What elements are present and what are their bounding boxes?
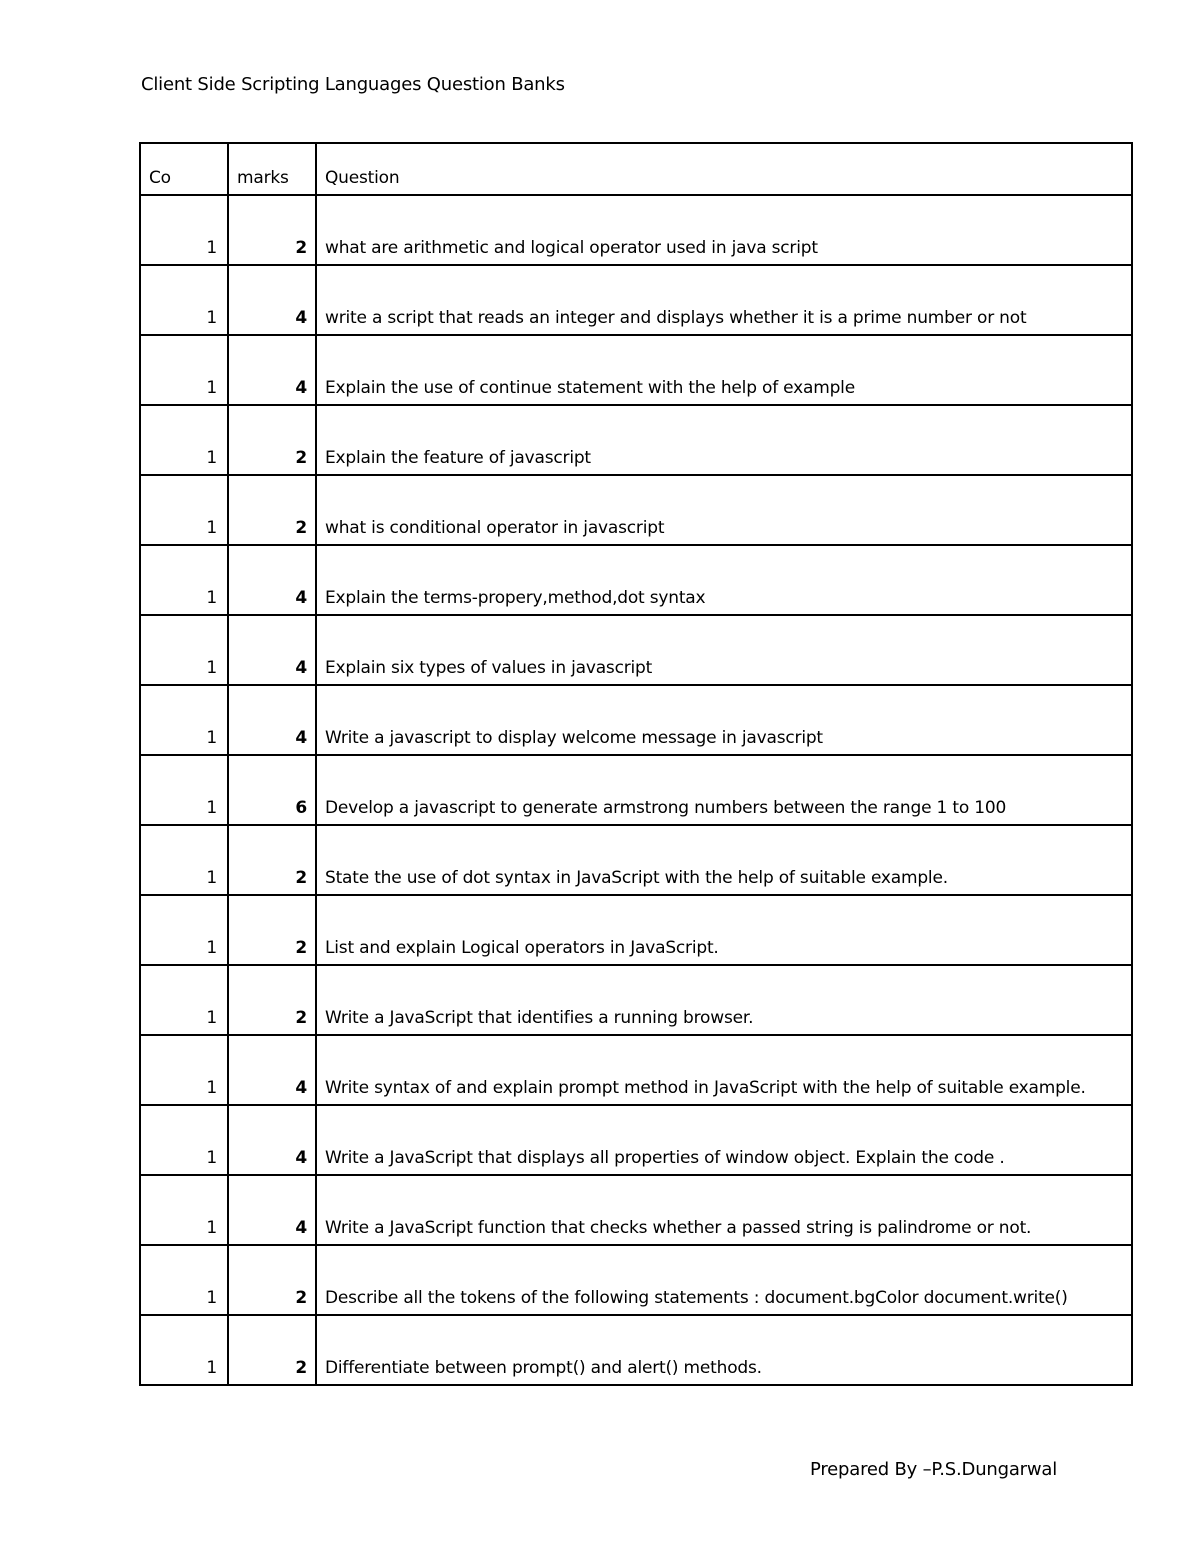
table-row — [140, 1105, 1132, 1175]
table-row — [140, 685, 1132, 755]
table-row — [140, 895, 1132, 965]
marks-cell: 2 — [228, 405, 316, 475]
co-cell: 1 — [140, 1315, 228, 1385]
co-cell: 1 — [140, 335, 228, 405]
marks-cell: 4 — [228, 1035, 316, 1105]
question-cell: what are arithmetic and logical operator used in java script — [316, 195, 1132, 265]
co-cell: 1 — [140, 1035, 228, 1105]
table-row — [140, 615, 1132, 685]
question-table — [139, 142, 1133, 1386]
question-cell: List and explain Logical operators in JavaScript. — [316, 895, 1132, 965]
co-cell: 1 — [140, 755, 228, 825]
question-cell: Write a JavaScript function that checks whether a passed string is palindrome or not. — [316, 1175, 1132, 1245]
marks-cell: 6 — [228, 755, 316, 825]
marks-cell: 2 — [228, 825, 316, 895]
question-cell: Develop a javascript to generate armstrong numbers between the range 1 to 100 — [316, 755, 1132, 825]
co-cell: 1 — [140, 825, 228, 895]
marks-cell: 4 — [228, 545, 316, 615]
table-row — [140, 335, 1132, 405]
co-cell: 1 — [140, 1245, 228, 1315]
marks-cell: 2 — [228, 195, 316, 265]
question-cell: Write a JavaScript that displays all properties of window object. Explain the code . — [316, 1105, 1132, 1175]
marks-cell: 2 — [228, 965, 316, 1035]
table-row — [140, 755, 1132, 825]
prepared-by-footer: Prepared By –P.S.Dungarwal — [810, 1459, 1058, 1480]
column-header-question: Question — [316, 143, 1132, 195]
table-row — [140, 1315, 1132, 1385]
question-cell: write a script that reads an integer and displays whether it is a prime number or not — [316, 265, 1132, 335]
table-row — [140, 1245, 1132, 1315]
question-cell: Write a JavaScript that identifies a running browser. — [316, 965, 1132, 1035]
table-row — [140, 1035, 1132, 1105]
marks-cell: 2 — [228, 1315, 316, 1385]
question-cell: Write a javascript to display welcome message in javascript — [316, 685, 1132, 755]
question-cell: State the use of dot syntax in JavaScript with the help of suitable example. — [316, 825, 1132, 895]
marks-cell: 4 — [228, 1175, 316, 1245]
question-cell: Differentiate between prompt() and alert() methods. — [316, 1315, 1132, 1385]
marks-cell: 4 — [228, 1105, 316, 1175]
co-cell: 1 — [140, 965, 228, 1035]
co-cell: 1 — [140, 545, 228, 615]
table-row — [140, 405, 1132, 475]
co-cell: 1 — [140, 685, 228, 755]
question-cell: what is conditional operator in javascript — [316, 475, 1132, 545]
document-title: Client Side Scripting Languages Question Banks — [141, 74, 565, 95]
question-cell: Explain the feature of javascript — [316, 405, 1132, 475]
co-cell: 1 — [140, 615, 228, 685]
table-row — [140, 195, 1132, 265]
marks-cell: 4 — [228, 615, 316, 685]
marks-cell: 2 — [228, 1245, 316, 1315]
table-row — [140, 475, 1132, 545]
column-header-co: Co — [140, 143, 228, 195]
marks-cell: 4 — [228, 685, 316, 755]
marks-cell: 4 — [228, 335, 316, 405]
question-cell: Explain the terms-propery,method,dot syntax — [316, 545, 1132, 615]
question-cell: Write syntax of and explain prompt method in JavaScript with the help of suitable example. — [316, 1035, 1132, 1105]
table-row — [140, 545, 1132, 615]
column-header-marks: marks — [228, 143, 316, 195]
co-cell: 1 — [140, 195, 228, 265]
co-cell: 1 — [140, 1105, 228, 1175]
co-cell: 1 — [140, 1175, 228, 1245]
co-cell: 1 — [140, 405, 228, 475]
table-row — [140, 965, 1132, 1035]
co-cell: 1 — [140, 895, 228, 965]
table-header-row — [140, 143, 1132, 195]
marks-cell: 2 — [228, 475, 316, 545]
table-row — [140, 825, 1132, 895]
table-row — [140, 1175, 1132, 1245]
co-cell: 1 — [140, 265, 228, 335]
question-cell: Explain the use of continue statement with the help of example — [316, 335, 1132, 405]
table-row — [140, 265, 1132, 335]
question-cell: Describe all the tokens of the following statements : document.bgColor document.write() — [316, 1245, 1132, 1315]
co-cell: 1 — [140, 475, 228, 545]
marks-cell: 2 — [228, 895, 316, 965]
table-body — [140, 195, 1132, 1385]
question-cell: Explain six types of values in javascript — [316, 615, 1132, 685]
marks-cell: 4 — [228, 265, 316, 335]
